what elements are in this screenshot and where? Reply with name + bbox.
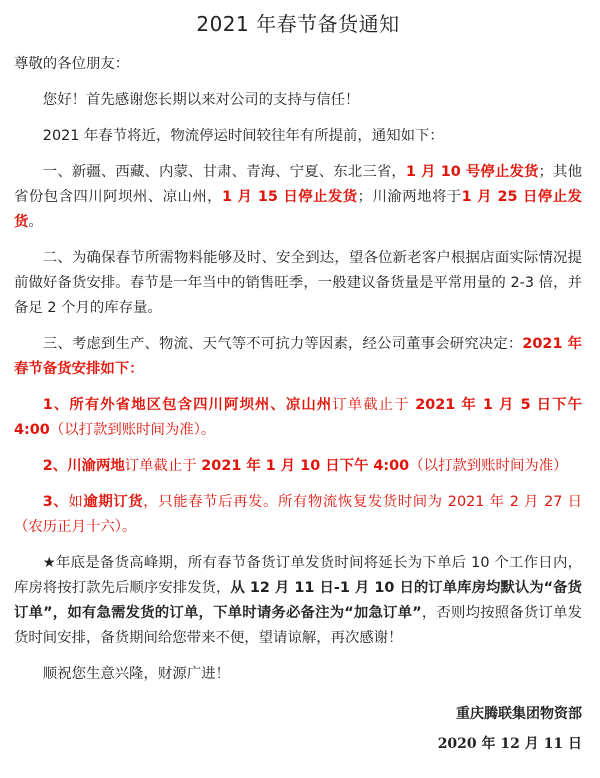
rule-3-paragraph bbox=[14, 490, 582, 540]
item-1-text-d: 。 bbox=[28, 214, 43, 230]
signature-date: 2020 年 12 月 11 日 bbox=[437, 736, 582, 752]
item-3-highlight: 2021 年春节备货安排如下： bbox=[14, 336, 583, 377]
item-1-text-a: 一、新疆、西藏、内蒙、甘肃、青海、宁夏、东北三省， bbox=[42, 164, 406, 180]
star-note-text-b: ，否则均按照备货订单发货时间安排，备货期间给您带来不便，望请谅解，再次感谢！ bbox=[14, 605, 582, 646]
rule-1-deadline: 2021 年 1 月 5 日下午 4:00 bbox=[14, 397, 583, 438]
rule-1-paragraph bbox=[14, 393, 582, 443]
item-3-text: 三、考虑到生产、物流、天气等不可抗力等因素，经公司董事会研究决定： bbox=[42, 336, 523, 352]
item-1-paragraph bbox=[14, 160, 582, 235]
rule-2-deadline: 2021 年 1 月 10 日下午 4:00 bbox=[201, 458, 410, 474]
rule-3-text-a: 如 bbox=[68, 494, 84, 510]
star-note-paragraph bbox=[14, 551, 582, 651]
rule-3-overdue: 逾期订货 bbox=[83, 494, 144, 510]
item-1-text-b: ；其他省份包含四川阿坝州、凉山州， bbox=[14, 164, 582, 205]
rule-1-scope: 1、所有外省地区包含四川阿坝州、凉山州 bbox=[42, 397, 333, 413]
item-1-deadline-a: 1 月 10 号停止发货 bbox=[405, 164, 539, 180]
intro-paragraph: 您好！首先感谢您长期以来对公司的支持与信任！ bbox=[42, 92, 360, 108]
star-note-text-a: ★年底是备货高峰期，所有春节备货订单发货时间将延长为下单后 10 个工作日内，库房将按打款先后顺序安排发货， bbox=[14, 555, 582, 596]
signature-org: 重庆腾联集团物资部 bbox=[456, 706, 582, 722]
rule-2-text-a: 订单截止于 bbox=[124, 458, 202, 474]
star-note-bold: 从 12 月 11 日-1 月 10 日的订单库房均默认为“备货订单”，如有急需发货的订单，下单时请务必备注为“加急订单” bbox=[14, 580, 582, 621]
item-2-paragraph: 二、为确保春节所需物料能够及时、安全到达，望各位新老客户根据店面实际情况提前做好备货安排。春节是一年当中的销售旺季，一般建议备货量是平常用量的 2-3 倍，并备足 2 个月的库存量。 bbox=[14, 250, 582, 316]
rule-2-paragraph bbox=[14, 454, 582, 479]
item-1-text-c: ；川渝两地将于 bbox=[357, 189, 462, 205]
notice-title: 2021 年春节备货通知 bbox=[196, 12, 400, 36]
item-3-paragraph bbox=[14, 332, 582, 382]
rule-2-scope: 2、川渝两地 bbox=[42, 458, 125, 474]
rule-1-text-b: （以打款到账时间为准）。 bbox=[49, 422, 216, 438]
item-1-deadline-c: 1 月 25 日停止发货 bbox=[14, 189, 582, 230]
rule-3-text-b: ，只能春节后再发。所有物流恢复发货时间为 2021 年 2 月 27 日（农历正月十六）。 bbox=[14, 494, 582, 535]
notice-lead: 2021 年春节将近，物流停运时间较往年有所提前，通知如下： bbox=[42, 128, 444, 144]
rule-1-text-a: 订单截止于 bbox=[332, 397, 416, 413]
rule-2-text-b: （以打款到账时间为准） bbox=[409, 458, 568, 474]
item-1-deadline-b: 1 月 15 日停止发货 bbox=[222, 189, 358, 205]
closing-paragraph: 顺祝您生意兴隆，财源广进！ bbox=[42, 666, 230, 682]
rule-3-number: 3、 bbox=[42, 494, 69, 510]
greeting: 尊敬的各位朋友： bbox=[14, 56, 130, 72]
